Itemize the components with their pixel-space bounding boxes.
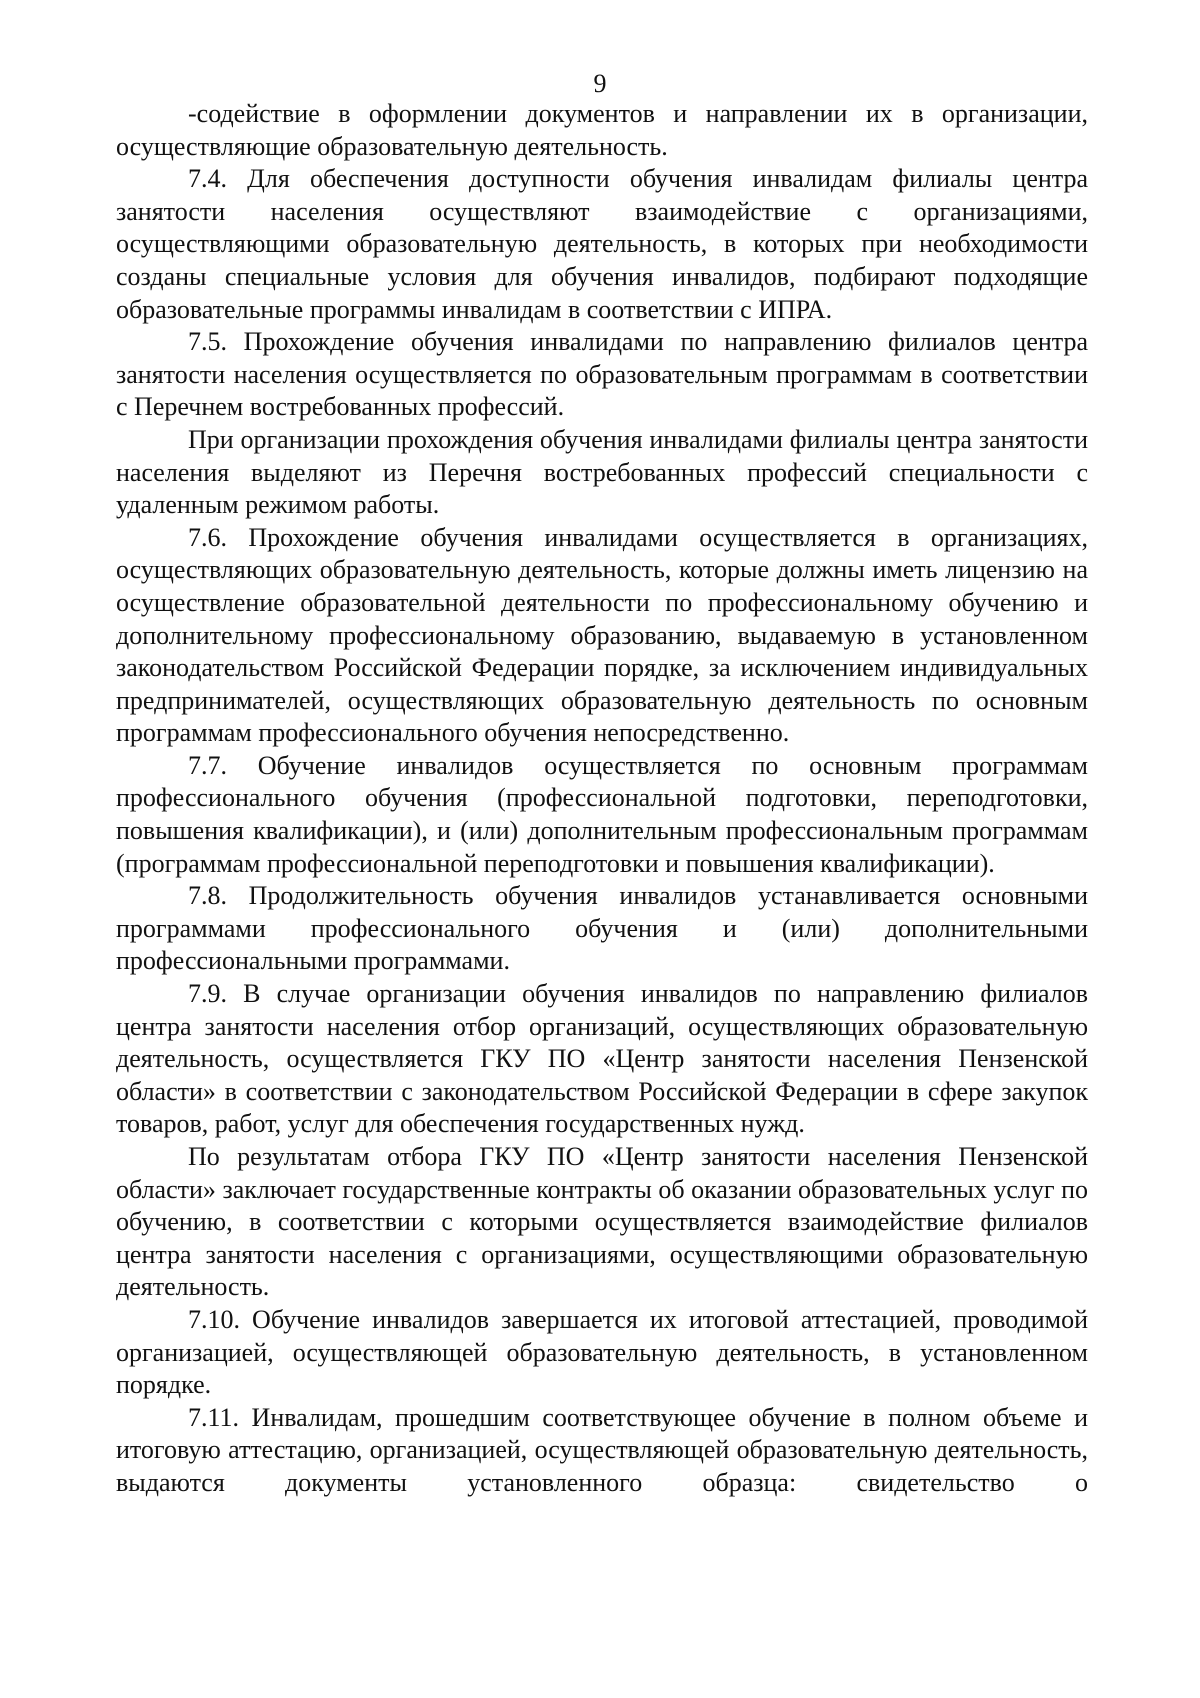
paragraph-7-4: 7.4. Для обеспечения доступности обучения инвалидам филиалы центра занятости населения осуществляют взаимодействие с организациями, осуществляющими образовательную деятельность, в которых при необходимости созданы специальные условия для обучения инвалидов, подбирают подходящие образовательные программы инвалидам в соответствии с ИПРА.: [116, 164, 1088, 324]
paragraph-7-7: 7.7. Обучение инвалидов осуществляется по основным программам профессионального обучения (профессиональной подготовки, переподготовки, повышения квалификации), и (или) дополнительным профессиональным программам (программам профессиональной переподготовки и повышения квалификации).: [116, 750, 1088, 878]
paragraph-7-5: 7.5. Прохождение обучения инвалидами по направлению филиалов центра занятости населения осуществляется по образовательным программам в соответствии с Перечнем востребованных профессий.: [116, 327, 1088, 422]
page-number: 9: [593, 69, 607, 98]
paragraph-7-5-remote: При организации прохождения обучения инвалидами филиалы центра занятости населения выделяют из Перечня востребованных профессий специальности с удаленным режимом работы.: [116, 424, 1088, 520]
document-body: [116, 98, 1088, 1500]
paragraph-7-9-contracts: По результатам отбора ГКУ ПО «Центр занятости населения Пензенской области» заключает государственные контракты об оказании образовательных услуг по обучению, в соответствии с которыми осуществляется взаимодействие филиалов центра занятости населения с организациями, осуществляющими образовательную деятельность.: [116, 1142, 1088, 1302]
paragraph-assistance: -содействие в оформлении документов и направлении их в организации, осуществляющие образовательную деятельность.: [116, 99, 1088, 161]
paragraph-7-8: 7.8. Продолжительность обучения инвалидов устанавливается основными программами профессионального обучения и (или) дополнительными профессиональными программами.: [116, 881, 1088, 976]
paragraph-7-9: 7.9. В случае организации обучения инвалидов по направлению филиалов центра занятости населения отбор организаций, осуществляющих образовательную деятельность, осуществляется ГКУ ПО «Центр занятости населения Пензенской области» в соответствии с законодательством Российской Федерации в сфере закупок товаров, работ, услуг для обеспечения государственных нужд.: [116, 979, 1088, 1139]
paragraph-7-6: 7.6. Прохождение обучения инвалидами осуществляется в организациях, осуществляющих образовательную деятельность, которые должны иметь лицензию на осуществление образовательной деятельности по профессиональному обучению и дополнительному профессиональному образованию, выдаваемую в установленном законодательством Российской Федерации порядке, за исключением индивидуальных предпринимателей, осуществляющих образовательную деятельность по основным программам профессионального обучения непосредственно.: [116, 522, 1088, 748]
paragraph-7-10: 7.10. Обучение инвалидов завершается их итоговой аттестацией, проводимой организацией, осуществляющей образовательную деятельность, в установленном порядке.: [116, 1304, 1088, 1400]
paragraph-7-11: 7.11. Инвалидам, прошедшим соответствующее обучение в полном объеме и итоговую аттестацию, организацией, осуществляющей образовательную деятельность, выдаются документы установленного образца: свидетельство о: [116, 1402, 1088, 1497]
